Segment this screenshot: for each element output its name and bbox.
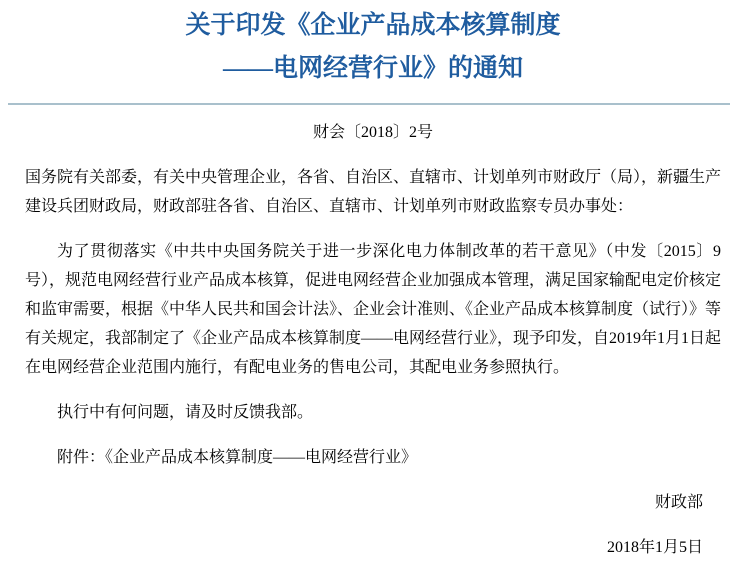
feedback-paragraph: 执行中有何问题，请及时反馈我部。 xyxy=(57,404,314,421)
issue-date: 2018年1月5日 xyxy=(606,539,703,556)
main-paragraph: 为了贯彻落实《中共中央国务院关于进一步深化电力体制改革的若干意见》（中发〔2015〕9号），规范电网经营行业产品成本核算，促进电网经营企业加强成本管理，满足国家输配电定价核定和监审需要，根据《中华人民共和国会计法》、企业会计准则、《企业产品成本核算制度（试行）》等有关规定，我部制定了《企业产品成本核算制度——电网经营行业》，现予印发，自2019年1月1日起在电网经营企业范围内施行，有配电业务的售电公司，其配电业务参照执行。 xyxy=(25,243,722,376)
attachment-line: 附件：《企业产品成本核算制度——电网经营行业》 xyxy=(57,449,418,466)
document-body xyxy=(0,163,746,562)
document-title xyxy=(0,4,746,90)
document-title-line-1: 关于印发《企业产品成本核算制度 xyxy=(185,12,561,39)
document-title-line-2: ——电网经营行业》的通知 xyxy=(222,55,523,82)
horizontal-divider xyxy=(8,103,730,105)
issuer-signature: 财政部 xyxy=(654,494,703,511)
document-number: 财会〔2018〕2号 xyxy=(312,124,433,141)
recipients-paragraph: 国务院有关部委，有关中央管理企业，各省、自治区、直辖市、计划单列市财政厅（局），新疆生产建设兵团财政局，财政部驻各省、自治区、直辖市、计划单列市财政监察专员办事处： xyxy=(25,169,722,215)
